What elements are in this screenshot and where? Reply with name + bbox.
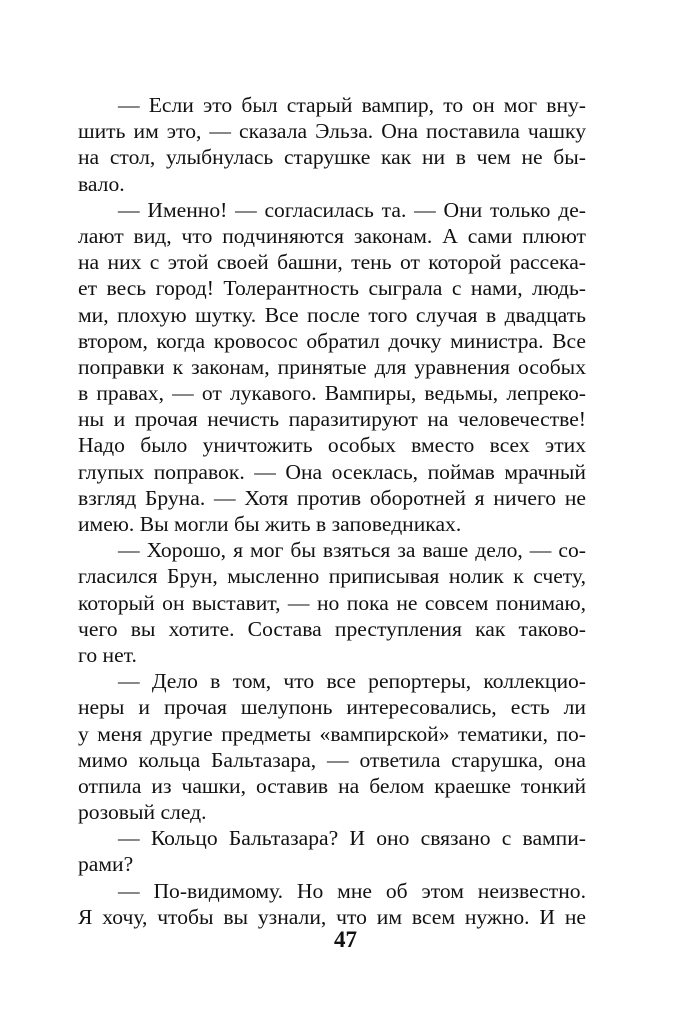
text-line: ми, плохую шутку. Все после того случая в двадцать: [78, 302, 586, 327]
text-line: взгляд Бруна. — Хотя против оборотней я ничего не: [78, 485, 586, 510]
text-line: лают вид, что подчиняются законам. А сами плюют: [78, 223, 586, 248]
paragraph: [78, 668, 586, 825]
text-line: неры и прочая шелупонь интересовались, есть ли: [78, 695, 586, 720]
text-line: поправки к законам, принятые для уравнения особых: [78, 354, 586, 379]
text-line: розовый след.: [78, 800, 207, 825]
text-line: у меня другие предметы «вампирской» тематики, по-: [78, 721, 586, 746]
text-line: — Кольцо Бальтазара? И оно связано с вампи-: [118, 826, 586, 851]
paragraph: [78, 537, 586, 668]
paragraph: [78, 878, 586, 930]
text-line: го нет.: [78, 642, 137, 667]
text-line: на них с этой своей башни, тень от которой рассека-: [78, 250, 586, 275]
text-line: Надо было уничтожить особых вместо всех этих: [78, 433, 586, 458]
text-line: шить им это, — сказала Эльза. Она поставила чашку: [78, 119, 586, 144]
body-text: [78, 92, 586, 930]
text-line: имею. Вы могли бы жить в заповедниках.: [78, 512, 462, 536]
page-number: 47: [334, 927, 357, 952]
text-line: Я хочу, чтобы вы узнали, что им всем нужно. И не: [78, 904, 586, 929]
text-line: втором, когда кровосос обратил дочку министра. Все: [78, 328, 586, 353]
paragraph: [78, 825, 586, 877]
paragraph: [78, 197, 586, 537]
text-line: — Именно! — согласилась та. — Они только де-: [118, 197, 586, 222]
text-line: рами?: [78, 852, 134, 877]
text-line: — Если это был старый вампир, то он мог вну-: [118, 93, 586, 117]
text-line: который он выставит, — но пока не совсем понимаю,: [78, 590, 586, 615]
text-line: на стол, улыбнулась старушке как ни в чем не бы-: [78, 145, 586, 170]
text-line: — Хорошо, я мог бы взяться за ваше дело, — со-: [118, 538, 586, 563]
text-line: в правах, — от лукавого. Вампиры, ведьмы, лепреко-: [78, 381, 586, 406]
text-line: отпила из чашки, оставив на белом краешке тонкий: [78, 773, 586, 798]
text-line: гласился Брун, мысленно приписывая нолик к счету,: [78, 564, 586, 589]
text-line: — По-видимому. Но мне об этом неизвестно.: [118, 878, 586, 903]
text-line: глупых поправок. — Она осеклась, поймав мрачный: [78, 459, 586, 484]
text-line: ет весь город! Толерантность сыграла с нами, людь-: [78, 276, 586, 301]
text-line: — Дело в том, что все репортеры, коллекцио-: [118, 669, 586, 694]
text-line: чего вы хотите. Состава преступления как таково-: [78, 616, 586, 641]
text-line: мимо кольца Бальтазара, — ответила старушка, она: [78, 747, 586, 772]
text-line: вало.: [78, 171, 125, 196]
text-line: ны и прочая нечисть паразитируют на человечестве!: [78, 407, 586, 432]
paragraph: [78, 92, 586, 197]
